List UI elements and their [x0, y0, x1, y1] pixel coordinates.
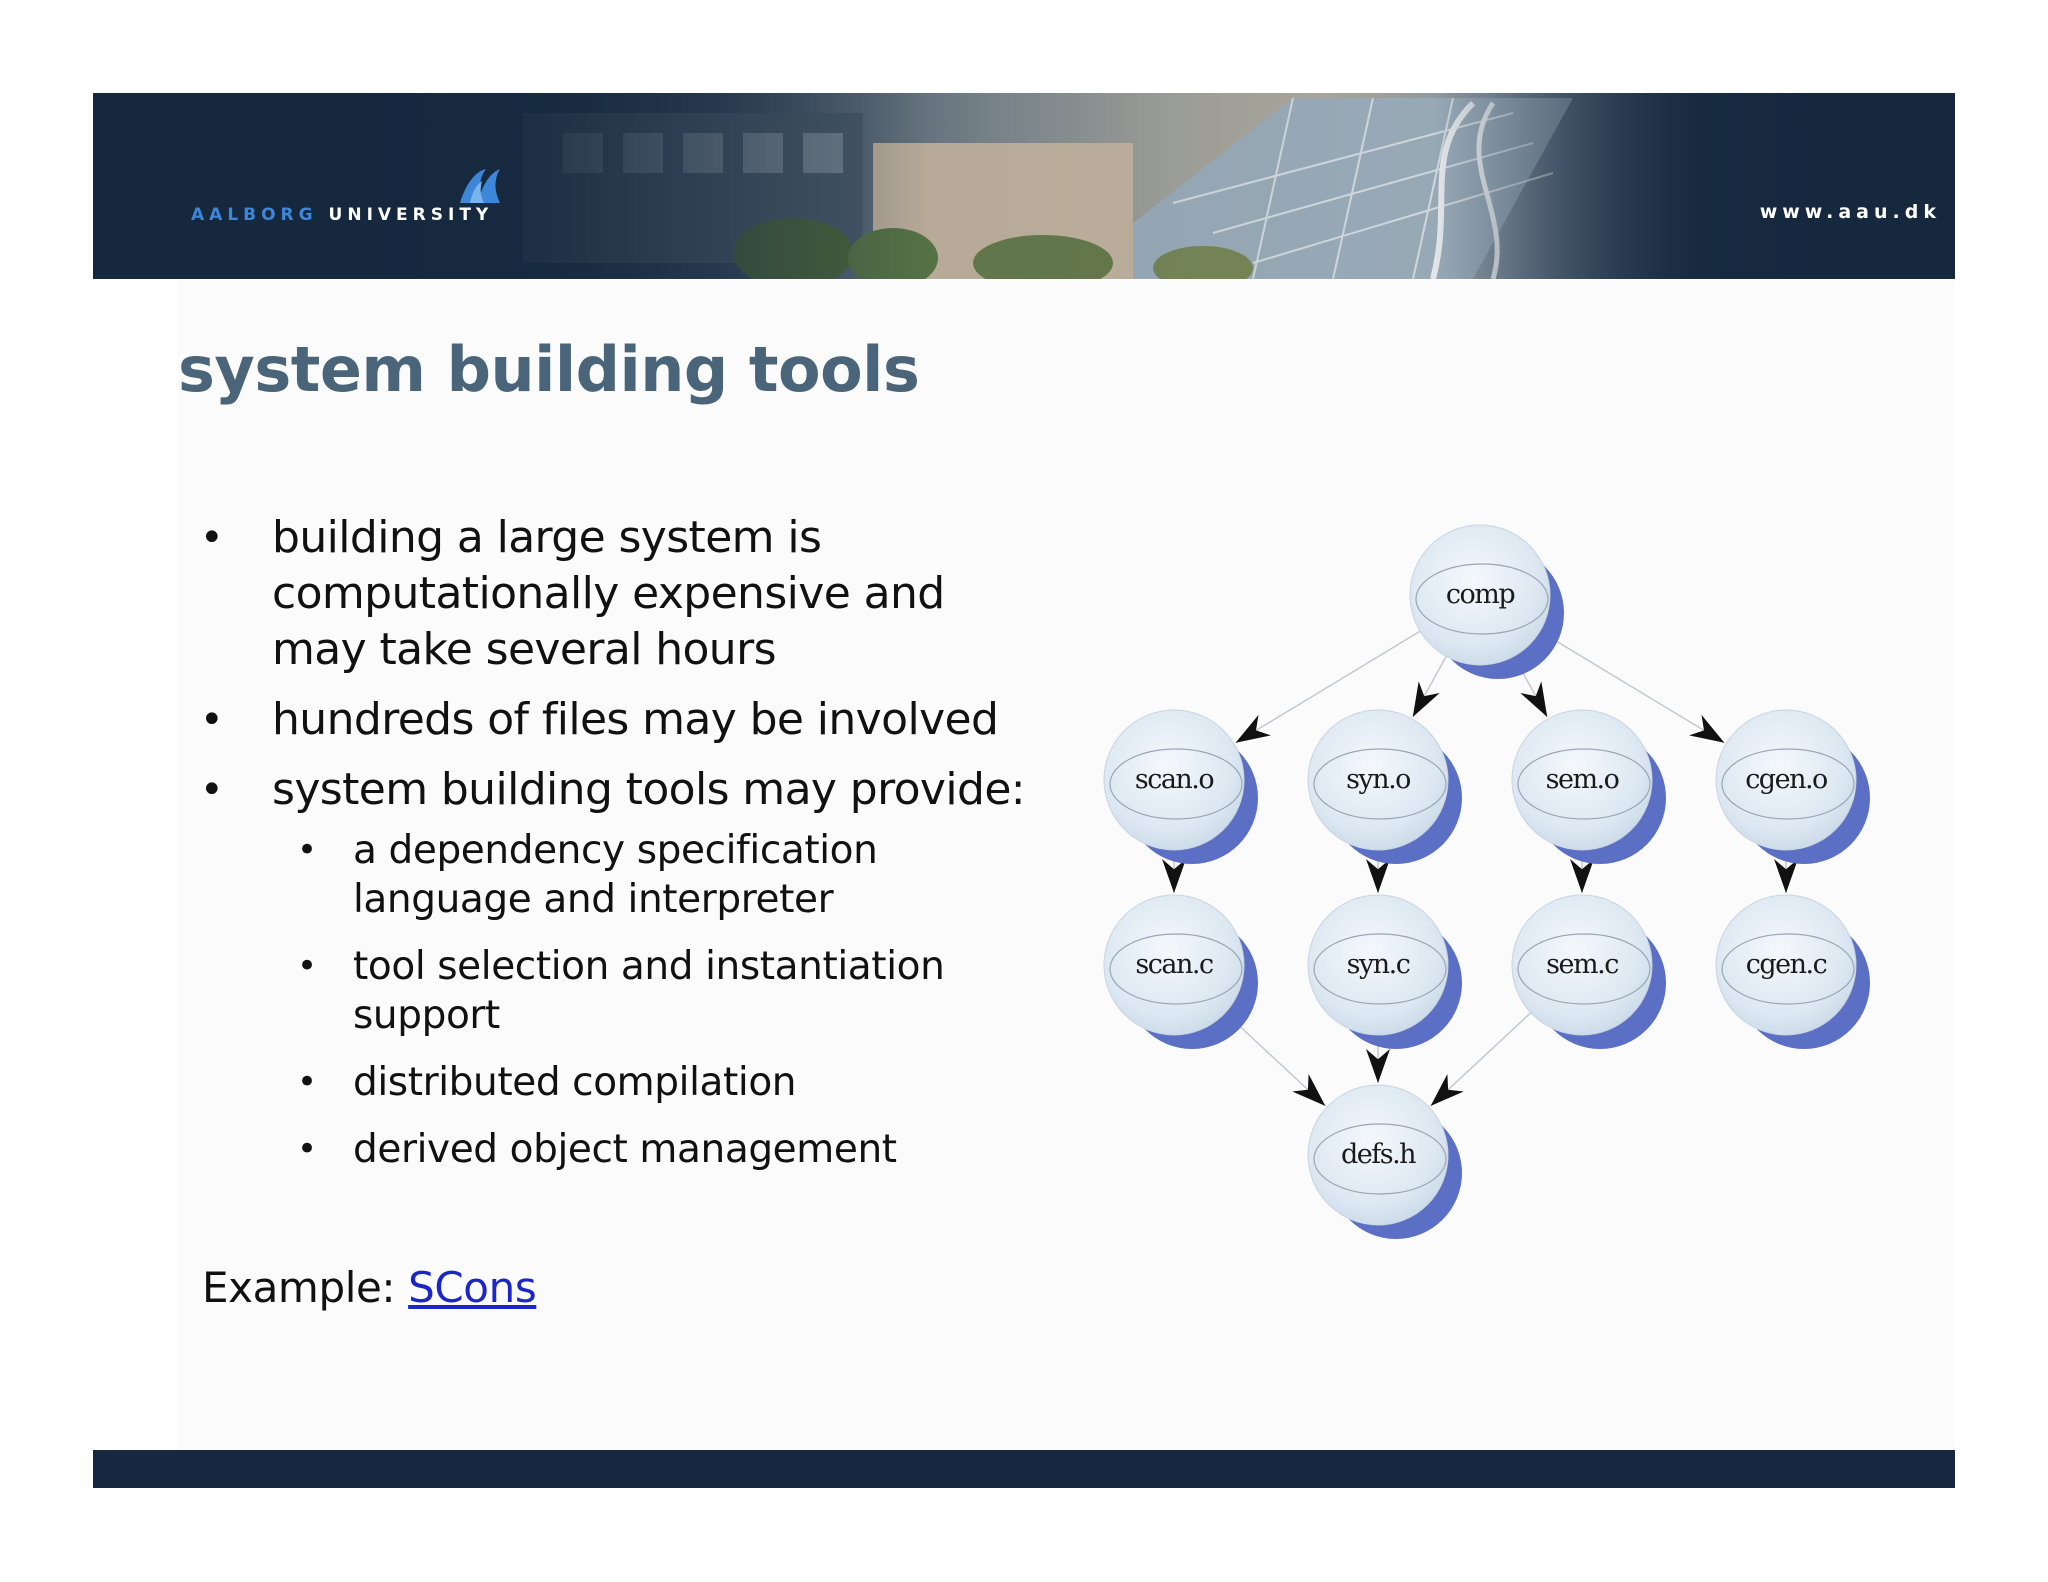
logo-aalborg: AALBORG [191, 205, 318, 225]
bullet-list [200, 510, 1060, 1192]
node-cgen_o [1716, 710, 1870, 864]
node-cgen_c [1716, 895, 1870, 1049]
slide-title: system building tools [178, 333, 920, 406]
arrowhead-comp-cgen_o [1689, 715, 1724, 743]
bullet-item: • hundreds of files may be involved [200, 692, 1060, 748]
node-syn_c [1308, 895, 1462, 1049]
node-label: comp [1445, 579, 1515, 610]
node-label: cgen.c [1745, 949, 1827, 980]
node-label: syn.c [1346, 949, 1410, 980]
aau-logo-icon [456, 163, 504, 207]
sub-bullet-item: • distributed compilation [297, 1058, 1060, 1107]
node-comp [1410, 525, 1564, 679]
arrowhead-comp-sem_o [1520, 681, 1547, 717]
sub-bullet-item: • a dependency specification language and interpreter [297, 826, 1053, 924]
example-label: Example: [202, 1263, 396, 1312]
node-sem_o [1512, 710, 1666, 864]
arrowhead-comp-syn_o [1413, 681, 1440, 717]
node-label: sem.c [1546, 949, 1618, 980]
node-label: scan.c [1135, 949, 1213, 980]
arrowhead-comp-scan_o [1236, 715, 1271, 743]
node-scan_o [1104, 710, 1258, 864]
footer-bar [93, 1450, 1955, 1488]
example-line [202, 1263, 536, 1312]
website-url: www.aau.dk [1759, 201, 1941, 223]
scons-link[interactable]: SCons [408, 1263, 537, 1312]
logo-university: UNIVERSITY [328, 205, 494, 225]
node-label: syn.o [1346, 764, 1410, 795]
node-scan_c [1104, 895, 1258, 1049]
bullet-item: • building a large system is computationally expensive and may take several hours [200, 510, 1052, 678]
node-label: scan.o [1134, 764, 1214, 795]
sub-bullet-item: • tool selection and instantiation support [297, 942, 973, 1040]
dependency-graph [1090, 505, 1910, 1265]
bullet-item: • system building tools may provide: [200, 762, 1060, 818]
node-defs_h [1308, 1085, 1462, 1239]
node-label: defs.h [1340, 1139, 1416, 1170]
header-banner [93, 93, 1955, 279]
sub-bullet-item: • derived object management [297, 1125, 1060, 1174]
campus-photo [93, 93, 1955, 279]
university-logo-text [191, 205, 493, 225]
node-syn_o [1308, 710, 1462, 864]
node-label: cgen.o [1745, 764, 1827, 795]
node-sem_c [1512, 895, 1666, 1049]
node-label: sem.o [1545, 764, 1619, 795]
